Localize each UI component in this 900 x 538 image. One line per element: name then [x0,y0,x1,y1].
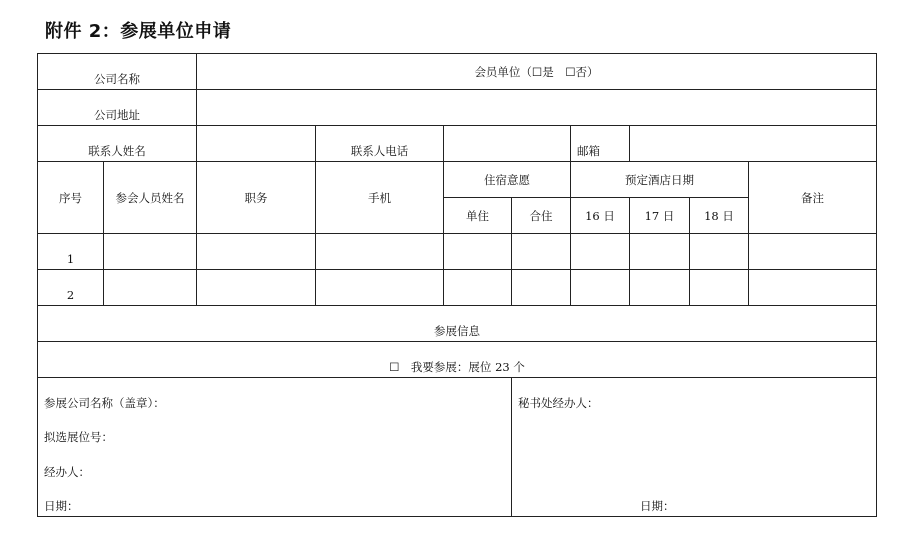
table-row [38,234,877,270]
company-address-label: 公司地址 [38,90,197,126]
email-field[interactable] [630,126,877,162]
position-field[interactable] [197,270,316,306]
company-address-row [38,90,877,126]
company-name-row [38,54,877,90]
shared-room-header: 合住 [512,198,571,234]
exhibit-option-checkbox[interactable]: ☐ 我要参展：展位 23 个 [38,342,877,378]
exhibit-info-label: 参展信息 [38,306,877,342]
exhibit-option-row [38,342,877,378]
application-form-table [37,53,877,517]
remarks-field[interactable] [749,270,877,306]
day18-header: 18 日 [690,198,749,234]
day17-header: 17 日 [630,198,690,234]
company-name-label: 公司名称 [38,54,197,90]
signature-row [38,378,877,517]
applicant-date-label: 日期： [44,499,79,513]
exhibit-info-row [38,306,877,342]
member-unit-cell[interactable]: 会员单位（☐是 ☐否） [197,54,877,90]
handler-label: 经办人： [44,465,90,479]
attendee-name-header: 参会人员姓名 [104,162,197,234]
secretariat-handler-label: 秘书处经办人： [518,396,599,410]
day18-field[interactable] [690,270,749,306]
header-row-1 [38,162,877,198]
row-number: 2 [38,270,104,306]
secretariat-date-label: 日期： [640,499,675,513]
single-room-header: 单住 [444,198,512,234]
accommodation-header: 住宿意愿 [444,162,571,198]
contact-phone-field[interactable] [444,126,571,162]
day16-field[interactable] [571,234,630,270]
contact-row [38,126,877,162]
mobile-header: 手机 [316,162,444,234]
contact-name-label: 联系人姓名 [38,126,197,162]
position-header: 职务 [197,162,316,234]
mobile-field[interactable] [316,234,444,270]
booth-number-label: 拟选展位号： [44,430,113,444]
row-number: 1 [38,234,104,270]
table-row [38,270,877,306]
mobile-field[interactable] [316,270,444,306]
company-address-field[interactable] [197,90,877,126]
contact-name-field[interactable] [197,126,316,162]
day18-field[interactable] [690,234,749,270]
day16-field[interactable] [571,270,630,306]
page-title: 附件 2：参展单位申请 [45,21,232,42]
contact-phone-label: 联系人电话 [316,126,444,162]
attendee-name-field[interactable] [104,270,197,306]
single-room-field[interactable] [444,270,512,306]
seq-header: 序号 [38,162,104,234]
secretariat-block [512,378,877,517]
day16-header: 16 日 [571,198,630,234]
position-field[interactable] [197,234,316,270]
hotel-dates-header: 预定酒店日期 [571,162,749,198]
day17-field[interactable] [630,270,690,306]
day17-field[interactable] [630,234,690,270]
remarks-header: 备注 [749,162,877,234]
single-room-field[interactable] [444,234,512,270]
email-label: 邮箱 [571,126,630,162]
remarks-field[interactable] [749,234,877,270]
shared-room-field[interactable] [512,234,571,270]
applicant-signature-block [38,378,512,517]
company-seal-label: 参展公司名称（盖章）： [44,396,165,410]
shared-room-field[interactable] [512,270,571,306]
attendee-name-field[interactable] [104,234,197,270]
